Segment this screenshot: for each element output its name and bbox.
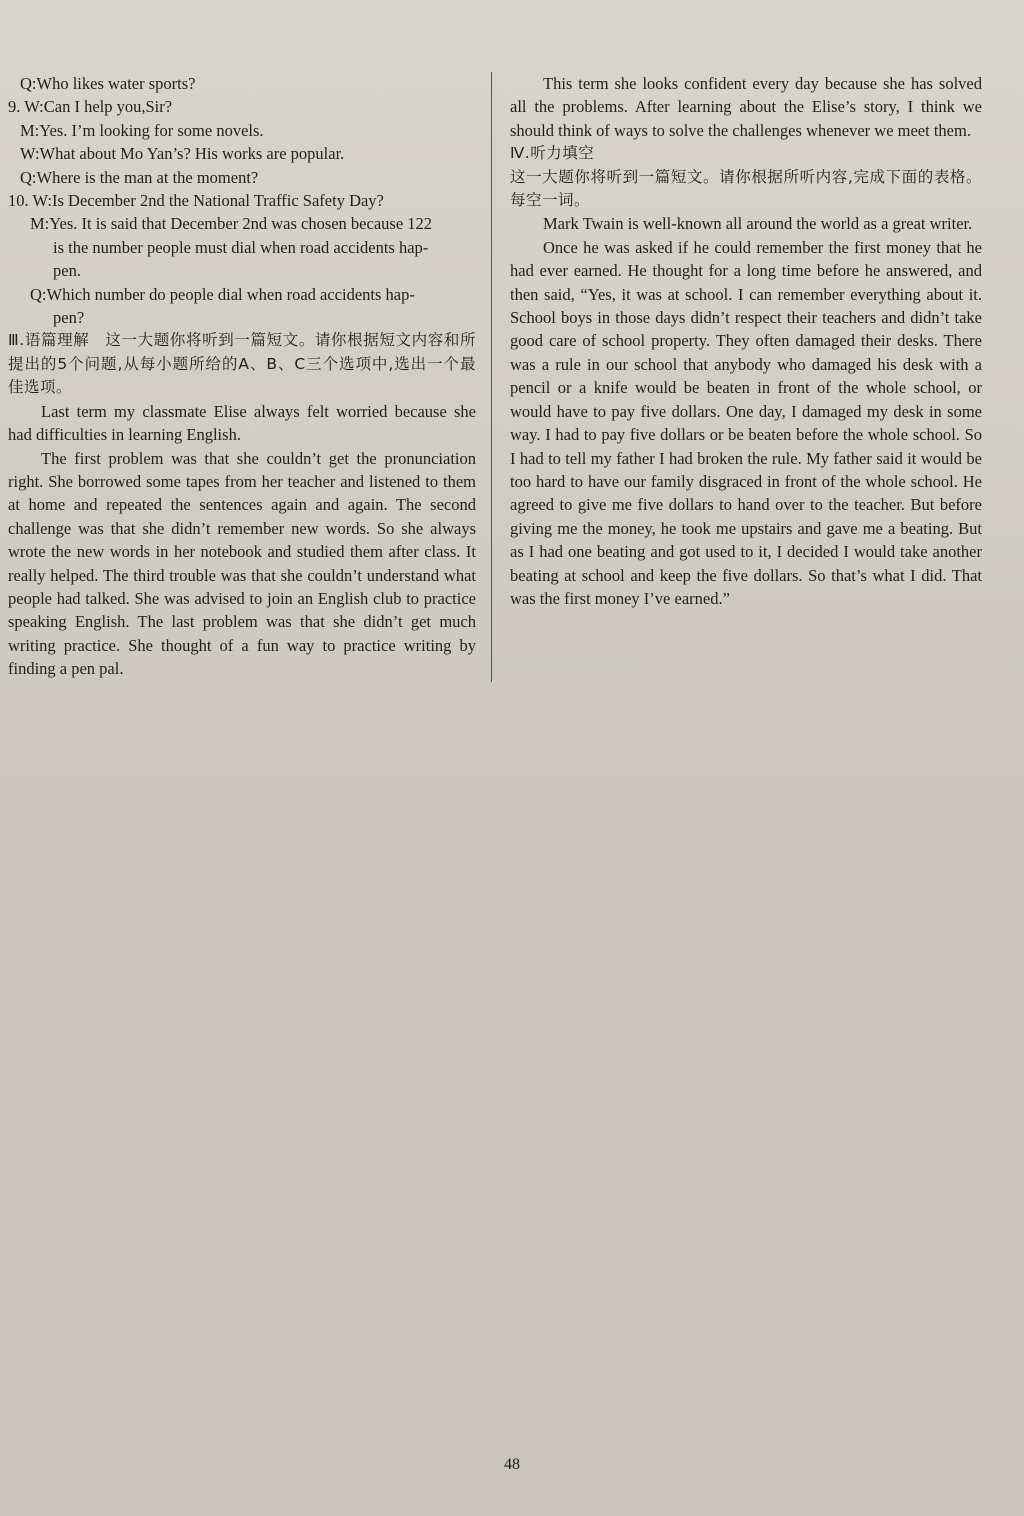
dialogue-line: M:Yes. I’m looking for some novels. [20, 120, 264, 140]
paragraph: Mark Twain is well-known all around the world as a great writer. [543, 214, 973, 234]
section-4-heading: Ⅳ.听力填空 [510, 144, 595, 163]
page-number: 48 [504, 1456, 520, 1473]
left-column [8, 72, 476, 681]
dialogue-line: Q:Who likes water sports? [20, 74, 196, 93]
section-3-heading: Ⅲ.语篇理解 这一大题你将听到一篇短文。请你根据短文内容和所提出的5个问题,从每小题所给的A、B、C三个选项中,选出一个最佳选项。 [8, 331, 476, 397]
paragraph: Once he was asked if he could remember the first money that he had ever earned. He thought for a long time before he answered, and then said, “Yes, it was at school. I can remember everything about it. School boys in those days didn’t respect their teachers and didn’t take good care of school property. They often damaged their desks. There was a rule in our school that anybody who damaged his desk with a pencil or a knife would be beaten in front of the whole school, or would have to pay five dollars. One day, I damaged my desk in some way. I had to pay five dollars or be beaten before the whole school. So I had to tell my father I had broken the rule. My father said it would be too hard to have our family disgraced in front of the whole school. He agreed to give me five dollars to hand over to the teacher. But before giving me the money, he took me upstairs and gave me a beating. But as I had one beating and got used to it, I decided I would take another beating at school and keep the five dollars. So that’s what I did. That was the first money I’ve earned.” [510, 237, 982, 608]
paragraph: The first problem was that she couldn’t get the pronunciation right. She borrowed some tapes from her teacher and listened to them at home and repeated the sentences again and again. The second challenge was that she didn’t remember new words. So she always wrote the new words in her notebook and studied them after class. It really helped. The third trouble was that she couldn’t understand what people had talked. She was advised to join an English club to practice speaking English. The last problem was that she didn’t get much writing practice. She thought of a fun way to practice writing by finding a pen pal. [8, 448, 476, 679]
dialogue-line: 9. W:Can I help you,Sir? [8, 97, 173, 117]
column-divider [491, 72, 492, 682]
dialogue-line: W:What about Mo Yan’s? His works are popular. [20, 144, 345, 164]
dialogue-line: 10. W:Is December 2nd the National Traffic Safety Day? [8, 191, 384, 211]
dialogue-line: Q:Which number do people dial when road accidents hap- [30, 284, 415, 304]
paragraph: This term she looks confident every day because she has solved all the problems. After learning about the Elise’s story, I think we should think of ways to solve the challenges whenever we meet them. [510, 74, 982, 140]
paragraph: Last term my classmate Elise always felt worried because she had difficulties in learning English. [8, 401, 476, 445]
dialogue-block [8, 72, 476, 329]
dialogue-line: pen? [53, 308, 85, 328]
dialogue-line: M:Yes. It is said that December 2nd was chosen because 122 [30, 214, 433, 234]
section-4-instructions: 这一大题你将听到一篇短文。请你根据所听内容,完成下面的表格。每空一词。 [510, 167, 982, 210]
dialogue-line: Q:Where is the man at the moment? [20, 167, 259, 187]
right-column [510, 72, 982, 610]
dialogue-line: is the number people must dial when road accidents hap- [53, 237, 429, 257]
dialogue-line: pen. [53, 261, 81, 281]
